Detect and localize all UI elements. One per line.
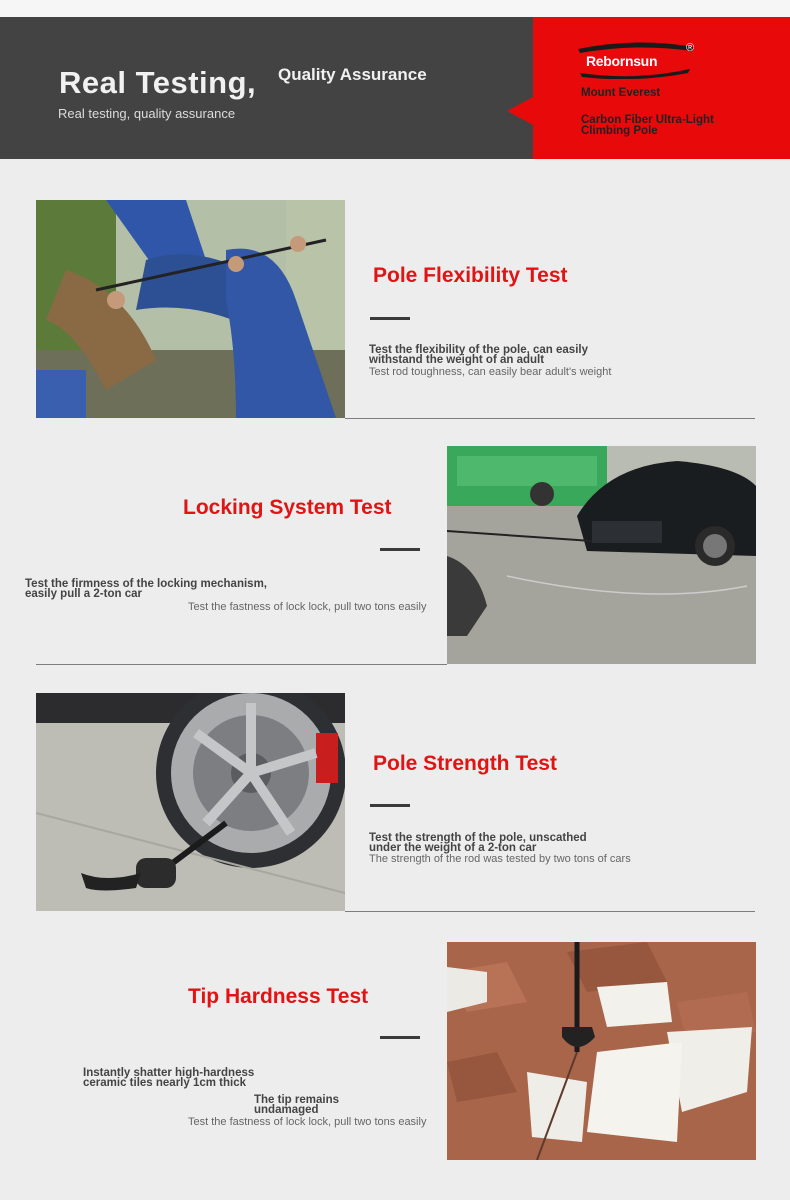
section-3-title: Pole Strength Test <box>373 752 557 775</box>
brand-logo <box>576 39 696 79</box>
section-2-title: Locking System Test <box>183 496 392 519</box>
product-name: Carbon Fiber Ultra-Light Climbing Pole <box>581 114 714 137</box>
brand-name: Rebornsun <box>586 53 658 69</box>
section-2-divider <box>36 664 447 665</box>
section-2-note: Test the fastness of lock lock, pull two tons easily <box>188 601 427 613</box>
section-1-dash <box>370 317 410 320</box>
header-subtitle: Real testing, quality assurance <box>58 106 236 121</box>
section-2-description: Test the firmness of the locking mechanism, easily pull a 2-ton car <box>25 578 267 600</box>
header-title-suffix: Quality Assurance <box>278 65 427 84</box>
section-1-title: Pole Flexibility Test <box>373 264 568 287</box>
registered-mark: ® <box>686 42 695 54</box>
section-3-note: The strength of the rod was tested by two tons of cars <box>369 853 631 865</box>
tip-hardness-test-photo <box>447 942 756 1160</box>
header-pointer <box>507 97 533 125</box>
header-banner <box>0 17 790 159</box>
top-strip <box>0 0 790 17</box>
brand-panel <box>533 17 790 159</box>
flexibility-test-photo <box>36 200 345 418</box>
strength-test-photo <box>36 693 345 911</box>
section-4-description-2: The tip remains undamaged <box>254 1094 339 1116</box>
section-4-note: Test the fastness of lock lock, pull two tons easily <box>188 1116 427 1128</box>
section-1-note: Test rod toughness, can easily bear adult's weight <box>369 366 612 378</box>
series-name: Mount Everest <box>581 87 661 99</box>
section-3-dash <box>370 804 410 807</box>
locking-test-photo <box>447 446 756 664</box>
section-3-description: Test the strength of the pole, unscathed under the weight of a 2-ton car <box>369 832 587 854</box>
header-title: Real Testing, <box>59 65 257 100</box>
section-3-divider <box>345 911 755 912</box>
section-1-divider <box>345 418 755 419</box>
section-1-description: Test the flexibility of the pole, can easily withstand the weight of an adult <box>369 344 588 366</box>
section-4-dash <box>380 1036 420 1039</box>
section-2-dash <box>380 548 420 551</box>
section-4-description: Instantly shatter high-hardness ceramic tiles nearly 1cm thick <box>83 1067 255 1089</box>
section-4-title: Tip Hardness Test <box>188 985 369 1008</box>
